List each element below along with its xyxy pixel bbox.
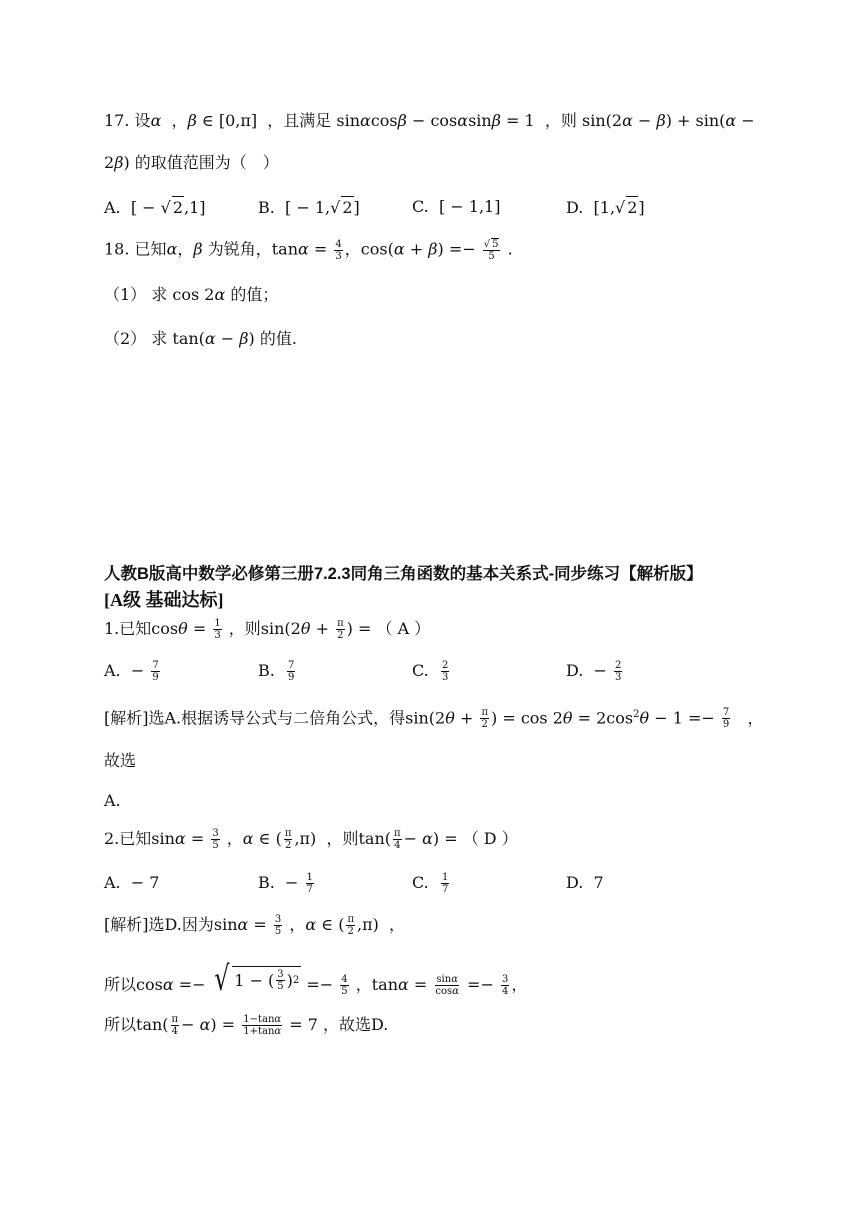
a2-option-b: B. − $\frac{1}{7}$	[258, 872, 313, 895]
q18-line1: 18. 已知α，β 为锐角，tanα = $\frac{4}{3}$ ，cos(α + β) =− $\frac{√ 5}{5}$ .	[104, 238, 513, 262]
q17-line1: 17. 设α ，β ∈ [0,π] ，且满足 sinαcosβ − cosαsinβ = 1 ，则 sin(2α − β) + sin(α −	[104, 111, 755, 130]
q17-option-c: C. [ − 1,1]	[412, 197, 501, 216]
a2-option-a: A. − 7	[104, 873, 160, 892]
q17-option-b: B. [ − 1,√ 2]	[258, 198, 360, 217]
a1-option-c: C. $\frac{2}{3}$	[412, 660, 449, 683]
a2-solution: [解析]选D.因为sinα = $\frac{3}{5}$ ，α ∈ ( $\frac{\pi}{2}$ ,π) ，	[104, 914, 406, 937]
q17-option-a: A. [ − √ 2,1]	[104, 198, 206, 217]
a1-solution-cont: 故选	[104, 751, 137, 770]
a1-option-a: A. − $\frac{7}{9}$	[104, 660, 159, 683]
a1-option-d: D. − $\frac{2}{3}$	[566, 660, 622, 683]
a1-solution: [解析]选A.根据诱导公式与二倍角公式，得sin(2θ + $\frac{\pi}{2}$ ) = $\cos 2\theta = 2\cos^2\theta - 1$ =− $\frac{7}{9}$ ，	[104, 707, 764, 731]
section-heading: [A级 基础达标]	[104, 590, 224, 610]
q17-line2: 2β) 的取值范围为（ ）	[104, 153, 279, 172]
a1-option-b: B. $\frac{7}{9}$	[258, 660, 295, 683]
a2-option-d: D. 7	[566, 873, 604, 892]
a1-question: 1.已知cosθ = $\frac{1}{3}$ ，则sin(2θ + $\frac{\pi}{2}$ ) = （ A ）	[104, 618, 431, 641]
document-title: 人教B版高中数学必修第三册7.2.3同角三角函数的基本关系式-同步练习【解析版】	[104, 565, 703, 583]
a2-solution-cos: 所以cosα =− √ 1 − ( $\frac{3}{5}$ ) 2 =− $\frac{4}{5}$ ，tanα = $\frac{\sin\alpha}{\cos\alpha}$ =− $\frac{3}{4}$ ，	[104, 959, 528, 999]
a1-solution-answer: A.	[104, 791, 121, 810]
a2-option-c: C. $\frac{1}{7}$	[412, 872, 449, 895]
a2-question: 2.已知sinα = $\frac{3}{5}$ ，α ∈ ( $\frac{\pi}{2}$ ,π) ，则tan( $\frac{\pi}{4}$ − α) = （ D ）	[104, 828, 518, 851]
q18-part2: （2） 求 tan(α − β) 的值.	[104, 329, 297, 348]
a2-solution-tan: 所以tan( $\frac{\pi}{4}$ − α) = $\frac{1-\tan\alpha}{1+\tan\alpha}$ = 7 ，故选D.	[104, 1014, 389, 1037]
q18-part1: （1） 求 cos 2α 的值；	[104, 285, 279, 304]
q17-option-d: D. [1,√ 2]	[566, 198, 645, 217]
